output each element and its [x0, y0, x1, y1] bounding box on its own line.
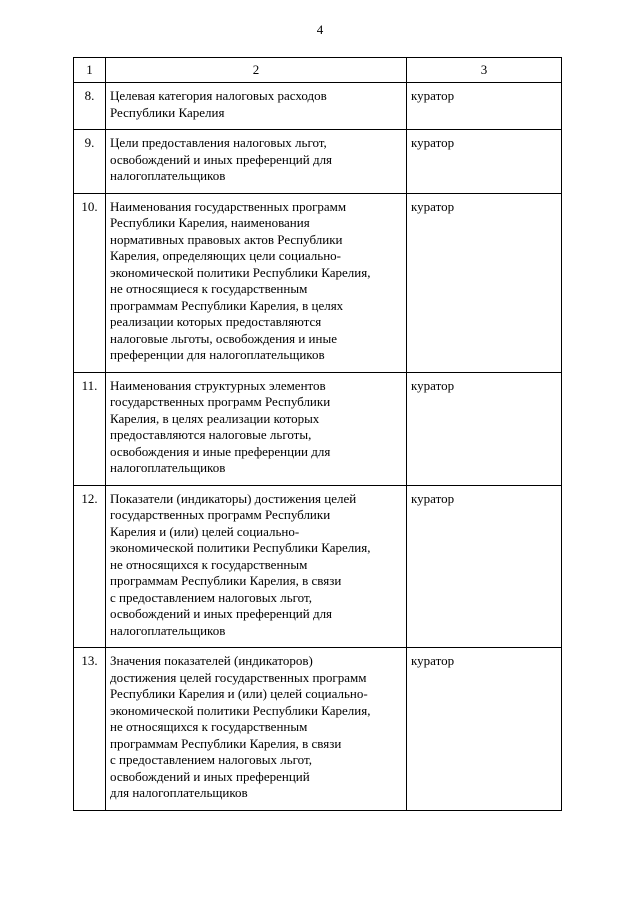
header-col-2: 2 [106, 58, 407, 83]
table-row [74, 130, 562, 194]
document-table [73, 57, 562, 811]
row-responsible: куратор [411, 490, 455, 506]
row-description: Цели предоставления налоговых льгот, освобождений и иных преференций для налогоплательщиков [110, 135, 333, 183]
row-description: Целевая категория налоговых расходов Республики Карелия [110, 88, 327, 120]
row-number: 9. [84, 135, 95, 150]
table-row [74, 372, 562, 485]
table-row [74, 83, 562, 130]
row-description: Наименования структурных элементов государственных программ Республики Карелия, в целях реализации которых предоставляются налоговые льготы, освобождения и иные преференции для налогоплательщиков [110, 377, 331, 475]
table-row [74, 193, 562, 372]
row-number: 11. [81, 377, 98, 393]
row-responsible: куратор [411, 88, 455, 103]
row-responsible: куратор [411, 135, 455, 150]
row-number: 8. [84, 88, 95, 103]
row-responsible: куратор [411, 653, 455, 668]
page-number: 4 [316, 22, 324, 37]
table-row [74, 485, 562, 648]
table-header-row [74, 58, 562, 83]
header-col-3: 3 [407, 58, 562, 83]
row-description: Показатели (индикаторы) достижения целей государственных программ Республики Карелия и (или) целей социально- экономической политики Республики Карелия, не относящихся к государственным программам Республики Карелия, в связи с предоставлением налоговых льгот, освобождений и иных преференций для налогоплательщиков [110, 490, 371, 638]
table-row [74, 648, 562, 811]
row-responsible: куратор [411, 377, 455, 393]
row-number: 10. [81, 198, 98, 214]
row-description: Наименования государственных программ Республики Карелия, наименования нормативных правовых актов Республики Карелия, определяющих цели социально- экономической политики Республики Карелия, не относящиеся к государственным программам Республики Карелия, в целях реализации которых предоставляются налоговые льготы, освобождения и иные преференции для налогоплательщиков [110, 198, 371, 362]
row-responsible: куратор [411, 198, 455, 214]
row-description: Значения показателей (индикаторов) достижения целей государственных программ Республики Карелия и (или) целей социально- экономической политики Республики Карелия, не относящихся к государственным программам Республики Карелия, в связи с предоставлением налоговых льгот, освобождений и иных преференций для налогоплательщиков [110, 653, 371, 800]
row-number: 13. [81, 653, 98, 668]
header-col-1: 1 [74, 58, 106, 83]
row-number: 12. [81, 490, 98, 506]
